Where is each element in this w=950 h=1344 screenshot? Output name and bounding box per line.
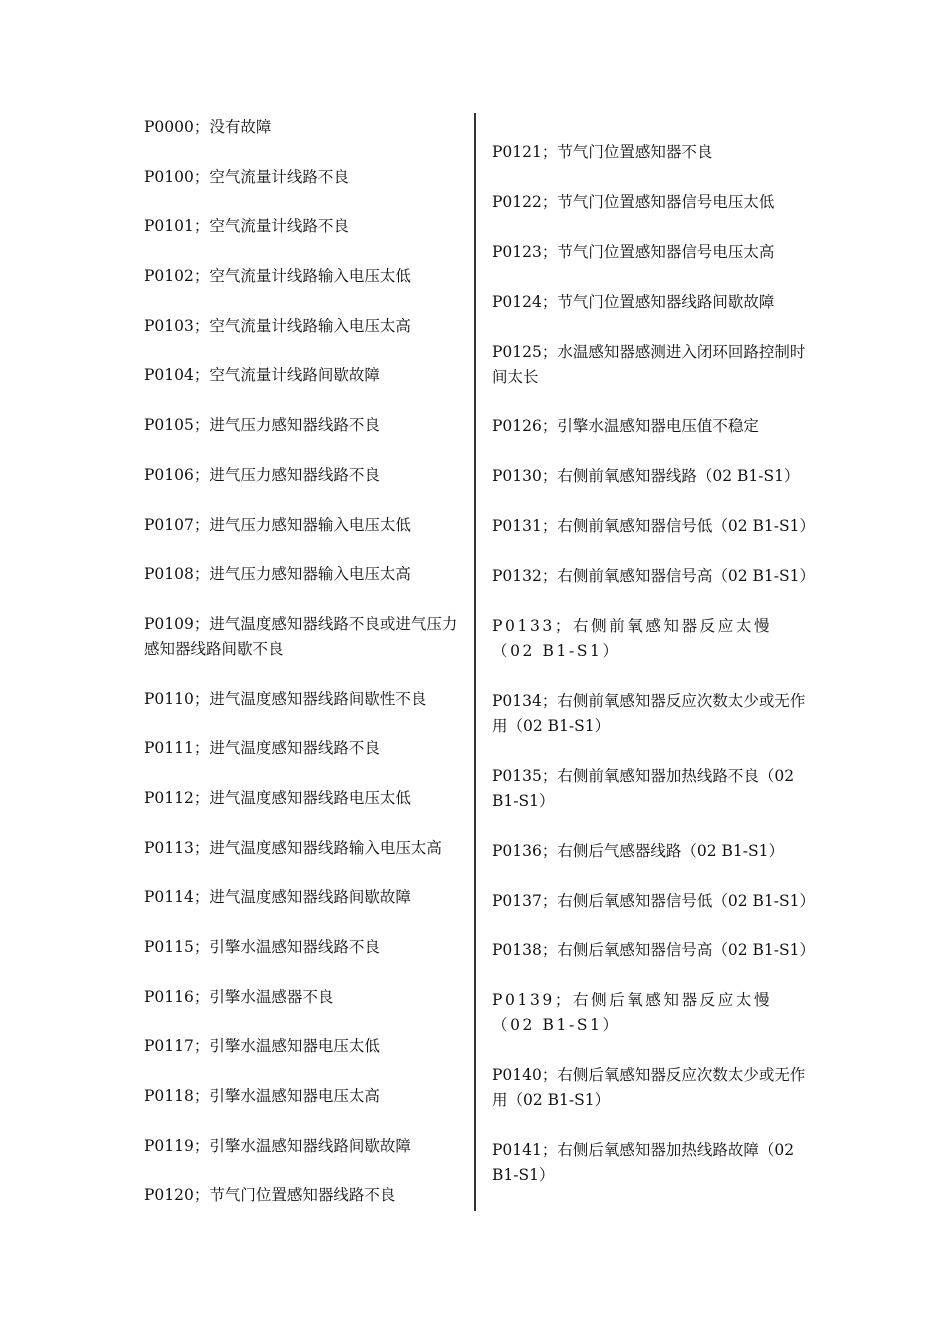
- code-entry: P0113；进气温度感知器线路输入电压太高: [144, 838, 442, 857]
- code-entry: P0121；节气门位置感知器不良: [492, 143, 713, 161]
- code-entry: P0138；右侧后氧感知器信号高（02 B1-S1）: [492, 941, 815, 960]
- code-entry: P0140；右侧后氧感知器反应次数太少或无作用（02 B1-S1）: [492, 1066, 806, 1110]
- code-entry: P0116；引擎水温感器不良: [144, 987, 334, 1006]
- code-entry: P0101；空气流量计线路不良: [144, 217, 349, 236]
- code-entry: P0125；水温感知器感测进入闭环回路控制时间太长: [492, 342, 806, 386]
- code-entry: P0139；右侧后氧感知器反应太慢（02 B1-S1）: [492, 991, 773, 1035]
- code-entry: P0108；进气压力感知器输入电压太高: [144, 565, 411, 584]
- code-entry: P0117；引擎水温感知器电压太低: [144, 1037, 380, 1056]
- code-entry: P0123；节气门位置感知器信号电压太高: [492, 242, 775, 261]
- code-entry: P0100；空气流量计线路不良: [144, 167, 349, 186]
- code-entry: P0102；空气流量计线路输入电压太低: [144, 267, 411, 286]
- code-entry: P0104；空气流量计线路间歇故障: [144, 366, 380, 385]
- code-entry: P0106；进气压力感知器线路不良: [144, 465, 380, 484]
- right-column: [492, 140, 815, 1213]
- code-entry: P0107；进气压力感知器输入电压太低: [144, 515, 411, 534]
- code-entry: P0112；进气温度感知器线路电压太低: [144, 788, 411, 807]
- code-entry: P0136；右侧后气感器线路（02 B1-S1）: [492, 841, 784, 860]
- code-entry: P0132；右侧前氧感知器信号高（02 B1-S1）: [492, 567, 815, 586]
- left-column: [144, 115, 462, 1233]
- code-entry: P0120；节气门位置感知器线路不良: [144, 1186, 396, 1205]
- code-entry: P0110；进气温度感知器线路间歇性不良: [144, 689, 427, 708]
- column-divider: [474, 113, 476, 1211]
- code-entry: P0141；右侧后氧感知器加热线路故障（02 B1-S1）: [492, 1141, 795, 1185]
- code-entry: P0137；右侧后氧感知器信号低（02 B1-S1）: [492, 891, 815, 910]
- code-entry: P0000；没有故障: [144, 118, 272, 136]
- code-entry: P0124；节气门位置感知器线路间歇故障: [492, 292, 775, 311]
- code-entry: P0119；引擎水温感知器线路间歇故障: [144, 1136, 411, 1155]
- code-entry: P0130；右侧前氧感知器线路（02 B1-S1）: [492, 467, 800, 486]
- code-entry: P0131；右侧前氧感知器信号低（02 B1-S1）: [492, 517, 815, 536]
- code-entry: P0111；进气温度感知器线路不良: [144, 739, 380, 758]
- code-entry: P0103；空气流量计线路输入电压太高: [144, 316, 411, 335]
- code-entry: P0134；右侧前氧感知器反应次数太少或无作用（02 B1-S1）: [492, 691, 806, 735]
- code-entry: P0135；右侧前氧感知器加热线路不良（02 B1-S1）: [492, 766, 795, 810]
- code-entry: P0122；节气门位置感知器信号电压太低: [492, 192, 775, 211]
- code-entry: P0114；进气温度感知器线路间歇故障: [144, 888, 411, 907]
- code-entry: P0115；引擎水温感知器线路不良: [144, 938, 380, 956]
- code-entry: P0126；引擎水温感知器电压值不稳定: [492, 417, 759, 436]
- code-entry: P0109；进气温度感知器线路不良或进气压力感知器线路间歇不良: [144, 614, 458, 658]
- code-entry: P0133；右侧前氧感知器反应太慢（02 B1-S1）: [492, 617, 773, 661]
- code-entry: P0105；进气压力感知器线路不良: [144, 416, 380, 435]
- code-entry: P0118；引擎水温感知器电压太高: [144, 1087, 380, 1106]
